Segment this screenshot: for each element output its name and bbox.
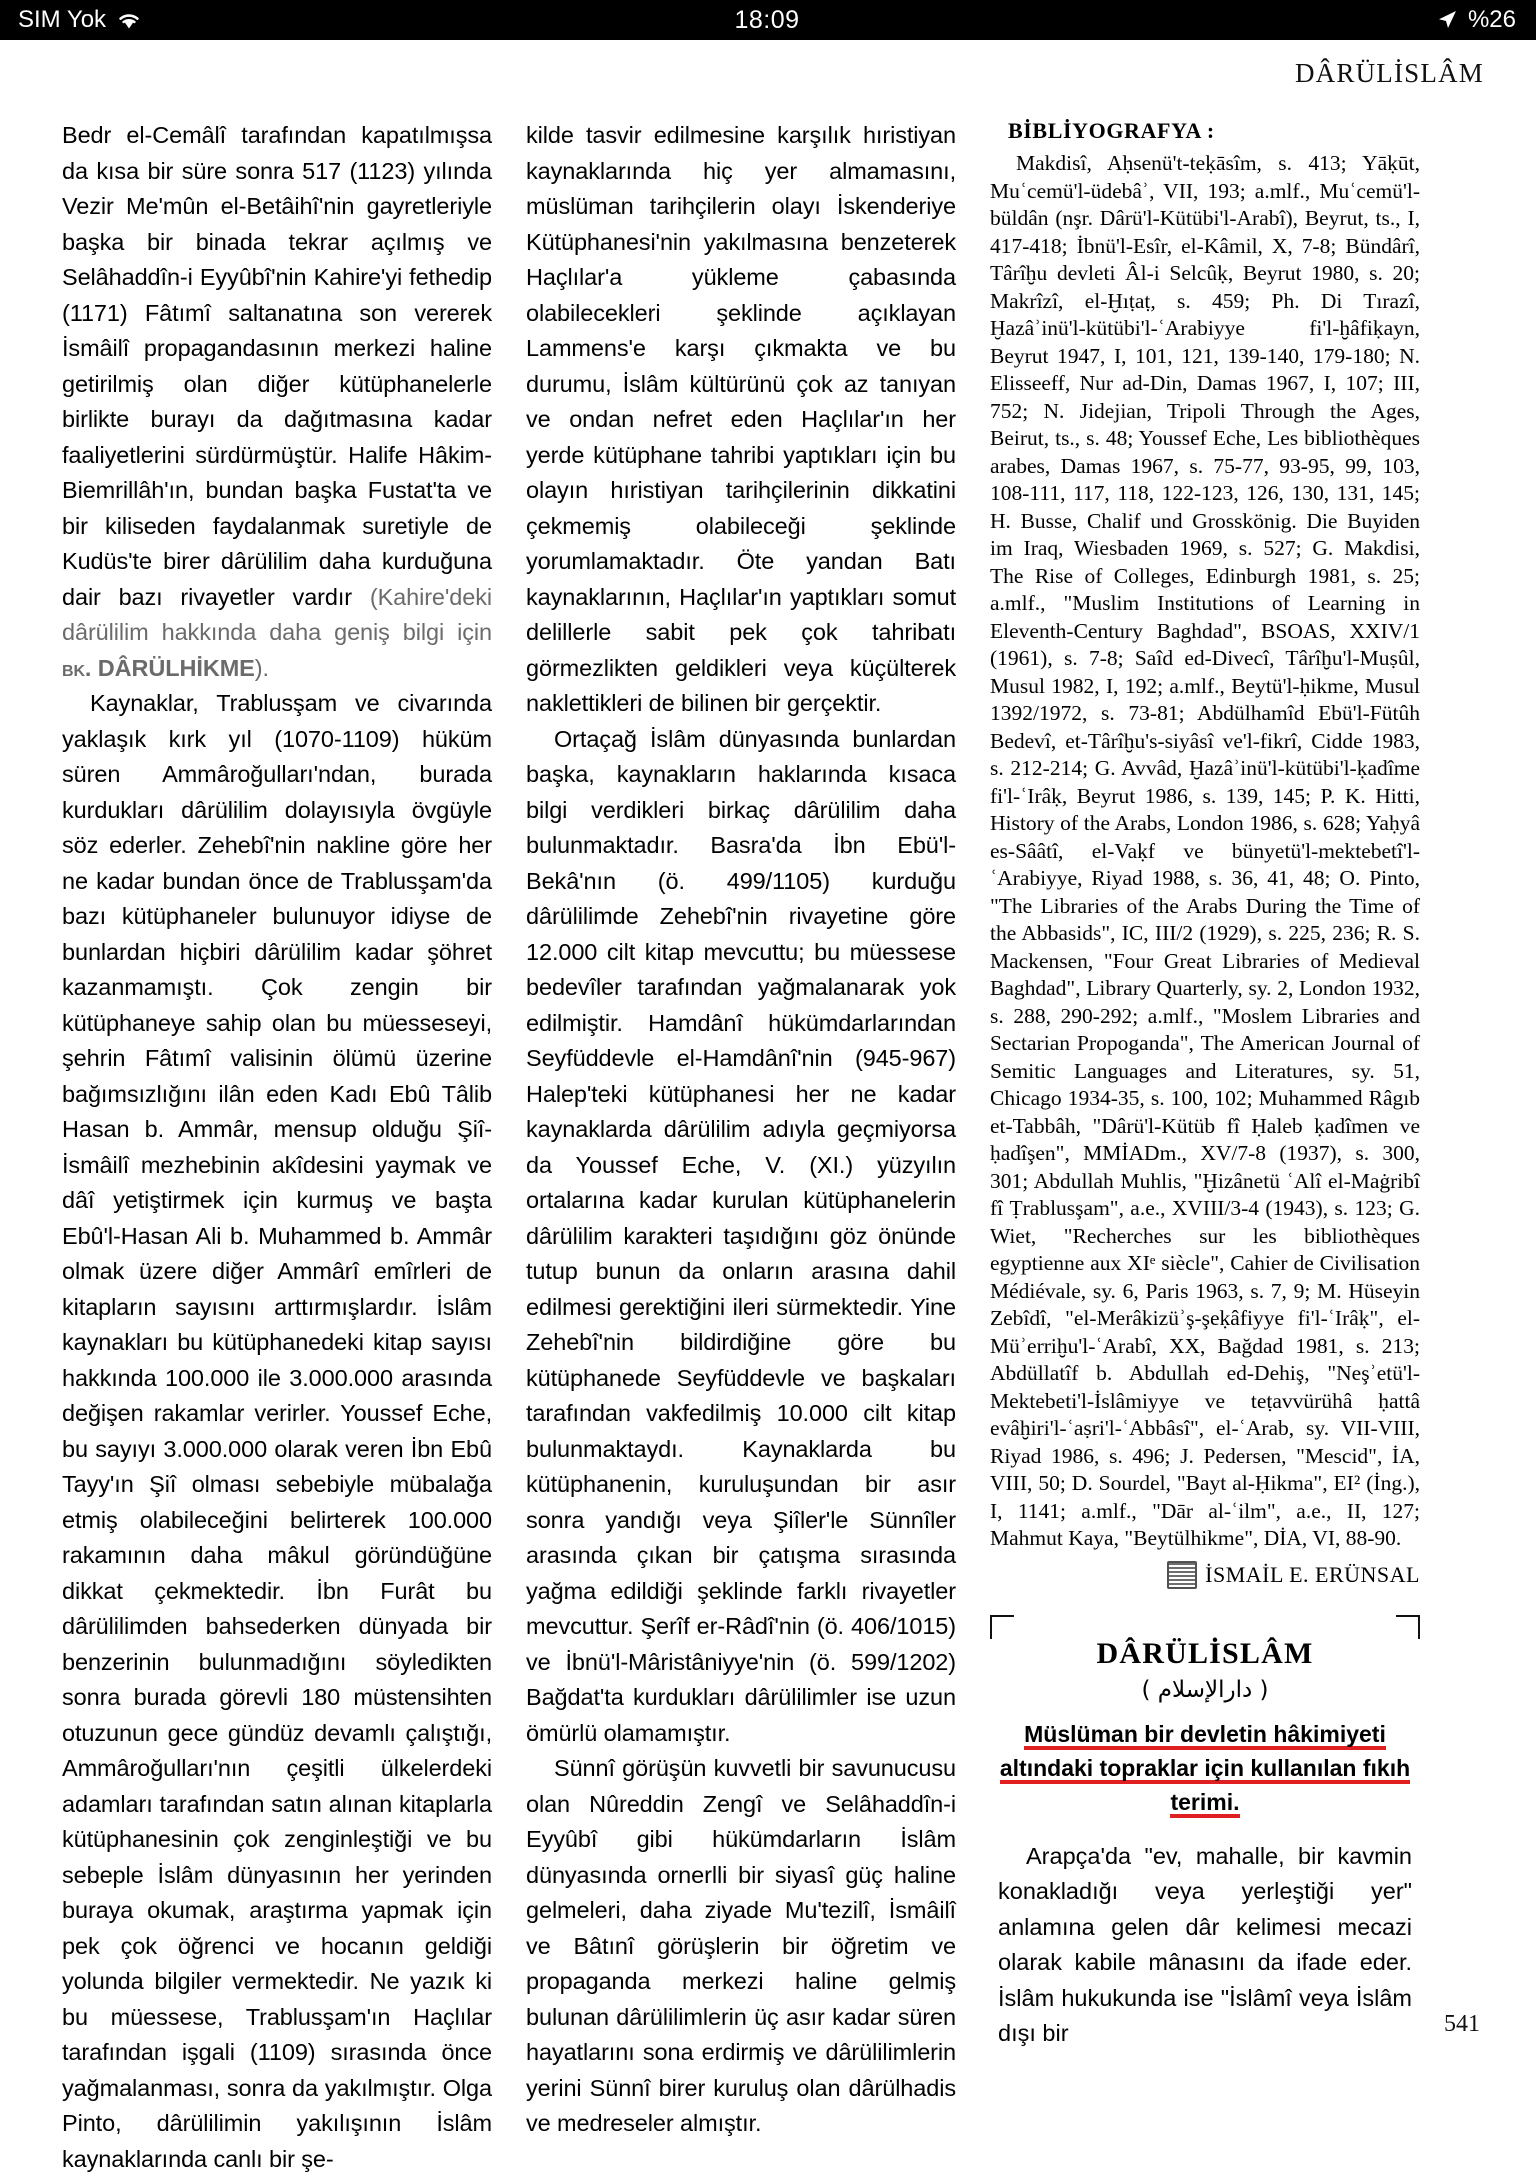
book-icon — [1167, 1561, 1197, 1589]
bibliography-entries: Makdisî, Aḥsenü't-teḳāsîm, s. 413; Yāḳūt, Muʿcemü'l-üdebâʾ, VII, 193; a.mlf., Muʿcemü'l-büldân (nşr. Dârü'l-Kütübi'l-Arabî), Beyrut, ts., I, 417-418; İbnü'l-Esîr, el-Kâmil, X, 7-8; Bündârî, Târîḫu devleti Âl-i Selcûḳ, Beyrut 1980, s. 20; Makrîzî, el-Ḫıṭaṭ, s. 459; Ph. Di Tırazî, Ḫazâʾinü'l-kütübi'l-ʿArabiyye fi'l-ḫâfiḳayn, Beyrut 1947, I, 101, 121, 139-140, 179-180; N. Elisseeff, Nur ad-Din, Damas 1967, I, 107; III, 752; N. Jidejian, Tripoli Through the Ages, Beirut, ts., s. 48; Youssef Eche, Les bibliothèques arabes, Damas 1967, s. 75-77, 93-95, 99, 103, 108-111, 117, 118, 122-123, 126, 130, 131, 145; H. Busse, Chalif und Grosskönig. Die Buyiden im Iraq, Wiesbaden 1969, s. 527; G. Makdisi, The Rise of Colleges, Edinburgh 1981, s. 25; a.mlf., "Muslim Institutions of Learning in Eleventh-Century Baghdad", BSOAS, XXIV/1 (1961), s. 7-8; Saîd ed-Divecî, Târîḫu'l-Muṣûl, Musul 1982, I, 192; a.mlf., Beytü'l-ḥikme, Musul 1392/1972, s. 73-81; Abdülhamîd Ebü'l-Fütûh Bedevî, et-Târîḫu's-siyâsî ve'l-fikrî, Cidde 1983, s. 212-214; G. Avvâd, Ḫazâʾinü'l-kütübi'l-ḳadîme fi'l-ʿIrâḳ, Beyrut 1986, s. 139, 145; P. K. Hitti, History of the Arabs, London 1986, s. 628; Yaḥyâ es-Sââtî, el-Vaḳf ve bünyetü'l-mektebetî'l-ʿArabiyye, Riyad 1988, s. 36, 41, 48; O. Pinto, "The Libraries of the Arabs During the Time of the Abbasids", IC, III/2 (1929), s. 225, 236; R. S. Mackensen, "Four Great Libraries of Medieval Baghdad", Library Quarterly, sy. 2, London 1932, s. 288, 290-292; a.mlf., "Moslem Libraries and Sectarian Propoganda", The American Journal of Semitic Languages and Literatures, sy. 51, Chicago 1934-35, s. 100, 102; Muhammed Râgıb et-Tabbâh, "Dârü'l-Kütüb fî Ḥaleb ḳadîmen ve ḥadîşen", MMİADm., XV/7-8 (1937), s. 300, 301; Abdullah Muhlis, "Ḫizânetü ʿAlî el-Maġribî fî Ṭrablusşam", a.e., XVIII/3-4 (1943), s. 123; G. Wiet, "Recherches sur les bibliothèques egyptienne aux XIᵉ siècle", Cahier de Civilisation Médiévale, sy. 6, Paris 1963, s. 7, 9; M. Hüseyin Zebîdî, "el-Merâkizüʾş-şeḳâfiyye fi'l-ʿIrâḳ", el-Müʾerriḫu'l-ʿArabî, XX, Bağdad 1981, s. 213; Abdüllatîf b. Abdullah ed-Dehiş, "Neşʾetü'l-Mektebeti'l-İslâmiyye ve teṭavvürühâ ḥattâ evâḫiri'l-ʿaṣri'l-ʿAbbâsî", el-ʿArab, sy. VII-VIII, Riyad 1986, s. 496; J. Pedersen, "Mescid", İA, VIII, 50; D. Sourdel, "Bayt al-Ḥikma", EI² (İng.), I, 1141; a.mlf., "Dār al-ʿilm", a.e., II, 127; Mahmut Kaya, "Beytülhikme", DİA, VI, 88-90. — [990, 151, 1420, 1550]
article-author — [990, 1561, 1420, 1589]
column-one-text — [62, 118, 492, 2177]
cross-ref-prefix: bk. — [62, 654, 92, 681]
carrier-label: SIM Yok — [18, 6, 107, 33]
column-three — [990, 118, 1420, 2177]
three-column-layout — [62, 118, 1482, 2177]
paren-close: ). — [254, 654, 269, 681]
clock: 18:09 — [734, 5, 800, 34]
location-arrow-icon — [1436, 9, 1458, 31]
column-two — [526, 118, 956, 2177]
cross-reference-link[interactable]: DÂRÜLHİKME — [97, 654, 255, 681]
entry-definition — [998, 1717, 1412, 1819]
paren-note: (Kahire'deki dârülilim hakkında daha geniş bilgi için — [62, 583, 492, 645]
entry-body — [998, 1839, 1412, 2052]
corner-bracket-top-left — [990, 1615, 1014, 1639]
paragraph-text: Bedr el-Cemâlî tarafından kapatılmışsa da kısa bir süre sonra 517 (1123) yılında Vezir Me'mûn el-Betâihî'nin gayretleriyle başka bir binada tekrar açılmış ve Selâhaddîn-i Eyyûbî'nin Kahire'yi fethedip (1171) Fâtımî saltanatına son vererek İsmâilî propagandasının merkezi haline getirilmiş olan diğer kütüphanelerle birlikte burayı da dağıtmasına kadar faaliyetlerini sürdürmüştür. Halife Hâkim-Biemrillâh'ın, bundan başka Fustat'ta ve bir kiliseden faydalanmak suretiyle de Kudüs'te birer dârülilim daha kurduğuna dair bazı rivayetler vardır — [62, 122, 492, 610]
paragraph: kilde tasvir edilmesine karşılık hıristiyan kaynaklarında hiç yer almamasını, müslüman tarihçilerin olayı İskenderiye Kütüphanesi'nin yakılmasına benzeterek Haçlılar'a yükleme çabasında olabilecekleri şeklinde açıklayan Lammens'e karşı çıkmakta ve bu durumu, İslâm kültürünü çok az tanıyan ve ondan nefret eden Haçlılar'ın her yerde kütüphane tahribi yaptıkları için bu olayın hıristiyan tarihçilerinin dikkatini çekmemiş olabileceği şeklinde yorumlamaktadır. Öte yandan Batı kaynaklarının, Haçlılar'ın yaptıkları somut delillerle sabit pek çok tahribatı görmezlikten geldikleri veya küçülterek naklettikleri de bilinen bir gerçektir. — [526, 122, 956, 716]
paragraph: Arapça'da "ev, mahalle, bir kavmin konakladığı veya yerleştiği yer" anlamına gelen dâr kelimesi mecazi olarak kabile mânasını da ifade eder. İslâm hukukunda ise "İslâmî veya İslâm dışı bir — [998, 1842, 1412, 2046]
entry-definition-text: Müslüman bir devletin hâkimiyeti altındaki topraklar için kullanılan fıkıh terimi. — [1000, 1721, 1410, 1818]
paragraph: Sünnî görüşün kuvvetli bir savunucusu olan Nûreddin Zengî ve Selâhaddîn-i Eyyûbî gibi hükümdarların İslâm dünyasında ornerlli bir siyasî güç haline gelmeleri, daha ziyade Mu'tezilî, İsmâilî ve Bâtınî görüşlerin bir öğretim ve propaganda merkezi haline gelmiş bulunan dârülilimlerin üç asır kadar süren hayatlarını sona erdirmiş ve dârülilimlerin yerini Sünnî birer kuruluş olan dârülhadis ve medreseler almıştır. — [526, 1755, 956, 2136]
paragraph: Ortaçağ İslâm dünyasında bunlardan başka, kaynakların haklarında kısaca bilgi verdikleri birkaç dârülilim daha bulunmaktadır. Basra'da İbn Ebü'l-Bekâ'nın (ö. 499/1105) kurduğu dârülilimde Zehebî'nin rivayetine göre 12.000 cilt kitap mevcuttu; bu müessese bedevîler tarafından yağmalanarak yok edilmiştir. Hamdânî hükümdarlarından Seyfüddevle el-Hamdânî'nin (945-967) Halep'teki kütüphanesi her ne kadar kaynaklarda dârülilim adıyla geçmiyorsa da Youssef Eche, V. (XI.) yüzyılın ortalarına kadar kurulan kütüphanelerin dârülilim karakteri taşıdığını göz önünde tutup bunun da onların arasına dahil edilmesi gerektiğini ileri sürmektedir. Yine Zehebî'nin bildirdiğine göre bu kütüphanede Seyfüddevle ve başkaları tarafından vakfedilmiş 10.000 cilt kitap bulunmaktaydı. Kaynaklarda bu kütüphanenin, kuruluşundan bir asır sonra yandığı veya Şiîler'le Sünnîler arasında çıkan bir çatışma sırasında yağma edildiği şeklinde farklı rivayetler mevcuttur. Şerîf er-Râdî'nin (ö. 406/1015) ve İbnü'l-Mâristâniyye'nin (ö. 599/1202) Bağdat'ta kurdukları dârülilimler ise uzun ömürlü olamamıştır. — [526, 725, 956, 1746]
author-name: İSMAİL E. ERÜNSAL — [1205, 1561, 1420, 1587]
corner-bracket-top-right — [1396, 1615, 1420, 1639]
battery-percentage: %26 — [1467, 6, 1516, 33]
wifi-icon — [116, 10, 142, 30]
page-number: 541 — [1444, 2011, 1480, 2037]
column-two-text — [526, 118, 956, 2142]
running-head: DÂRÜLİSLÂM — [1294, 58, 1484, 88]
paragraph: Kaynaklar, Trablusşam ve civarında yaklaşık kırk yıl (1070-1109) hüküm süren Ammâroğulları'ndan, burada kurdukları dârülilim dolayısıyla övgüyle söz ederler. Zehebî'nin nakline göre her ne kadar bundan önce de Trablusşam'da bazı kütüphaneler bulunuyor idiyse de bunlardan hiçbiri dârülilim kadar şöhret kazanmamıştı. Çok zengin bir kütüphaneye sahip olan bu müesseseyi, şehrin Fâtımî valisinin ölümü üzerine bağımsızlığını ilân eden Kadı Ebû Tâlib Hasan b. Ammâr, mensup olduğu Şiî-İsmâilî mezhebinin akîdesini yaymak ve dâî yetiştirmek için kurmuş ve başta Ebû'l-Hasan Ali b. Muhammed b. Ammâr olmak üzere diğer Ammârî emîrleri de kitapların sayısını arttırmışlardır. İslâm kaynakları bu kütüphanedeki kitap sayısı hakkında 100.000 ile 3.000.000 arasında değişen rakamlar verirler. Youssef Eche, bu sayıyı 3.000.000 olarak veren İbn Ebû Tayy'ın Şiî olması sebebiyle mübalağa etmiş olabileceğini belirterek 100.000 rakamının daha mâkul göründüğüne dikkat çekmektedir. İbn Furât bu dârülilimden bahsederken dünyada bir benzerinin bulunmadığını söyledikten sonra burada görevli 180 müstensihten otuzunun gece gündüz devamlı çalıştığı, Ammâroğulları'nın çeşitli ülkelerdeki adamları tarafından satın alınan kitaplarla kütüphanesinin çok zenginleştiği ve bu sebeple İslâm dünyasının her yerinden buraya okumak, araştırma yapmak için pek çok öğrenci ve hocanın geldiği yolunda bilgiler vermektedir. Ne yazık ki bu müessese, Trablusşam'ın Haçlılar tarafından işgali (1109) sırasında önce yağmalanması, sonra da yakılmıştır. Olga Pinto, dârülilimin yakılışının İslâm kaynaklarında canlı bir şe- — [62, 690, 492, 2172]
status-right-group — [1116, 6, 1536, 34]
document-page — [0, 40, 1536, 2172]
column-one — [62, 118, 492, 2177]
paragraph — [62, 118, 492, 686]
encyclopedia-entry — [990, 1615, 1420, 2052]
status-left-group — [0, 6, 418, 34]
entry-title: DÂRÜLİSLÂM — [1096, 1636, 1314, 1670]
status-bar — [0, 0, 1536, 40]
bibliography-text — [990, 150, 1420, 1553]
entry-arabic-title: ( دارالإسلام ) — [1141, 1676, 1269, 1703]
bibliography-heading: BİBLİYOGRAFYA : — [1008, 118, 1215, 143]
